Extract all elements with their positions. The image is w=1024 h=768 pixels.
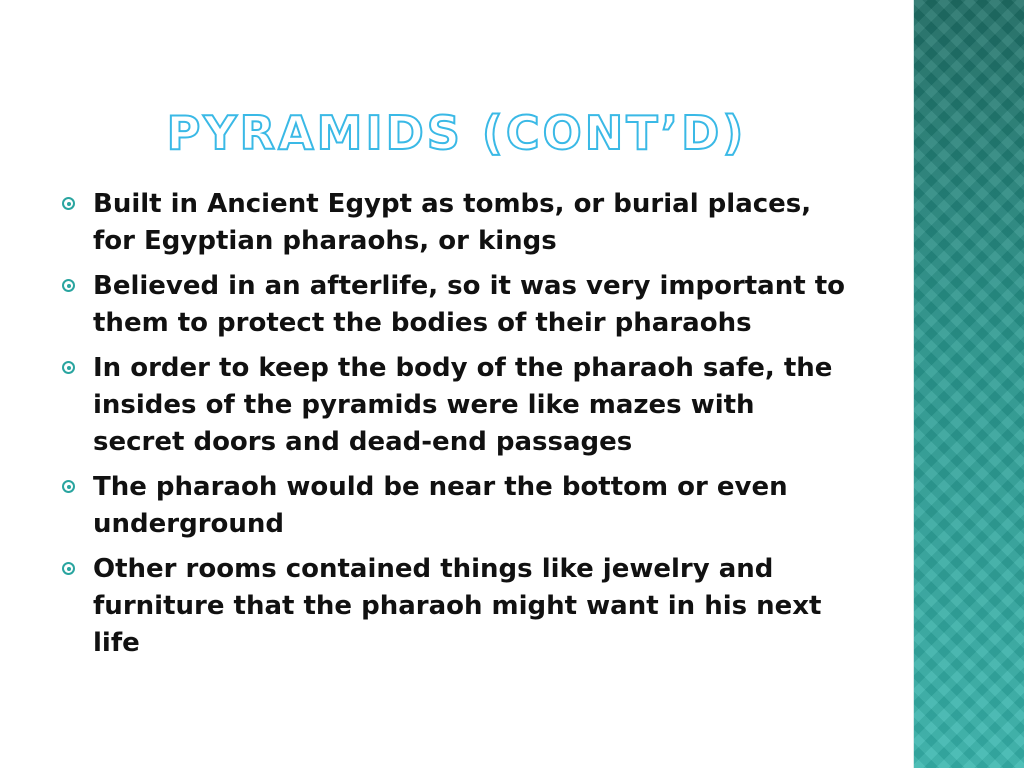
bullet-text: Believed in an afterlife, so it was very important to them to protect the bodies of their pharaohs: [93, 271, 846, 338]
decorative-side-band: [913, 0, 1024, 768]
bullet-item: [62, 350, 852, 461]
circle-dot-icon: [62, 279, 75, 292]
bullet-text: Other rooms contained things like jewelry and furniture that the pharaoh might want in his next life: [93, 554, 822, 658]
circle-dot-icon: [62, 361, 75, 374]
circle-dot-icon: [62, 197, 75, 210]
bullet-item: [62, 186, 852, 260]
bullet-list: [62, 186, 852, 670]
bullet-text: In order to keep the body of the pharaoh safe, the insides of the pyramids were like mazes with secret doors and dead-end passages: [93, 353, 833, 457]
bullet-text: The pharaoh would be near the bottom or even underground: [93, 472, 788, 539]
bullet-text: Built in Ancient Egypt as tombs, or burial places, for Egyptian pharaohs, or kings: [93, 189, 812, 256]
bullet-item: [62, 551, 852, 662]
circle-dot-icon: [62, 480, 75, 493]
slide-title: PYRAMIDS (CONT’D): [166, 106, 747, 160]
bullet-item: [62, 469, 852, 543]
circle-dot-icon: [62, 562, 75, 575]
bullet-item: [62, 268, 852, 342]
